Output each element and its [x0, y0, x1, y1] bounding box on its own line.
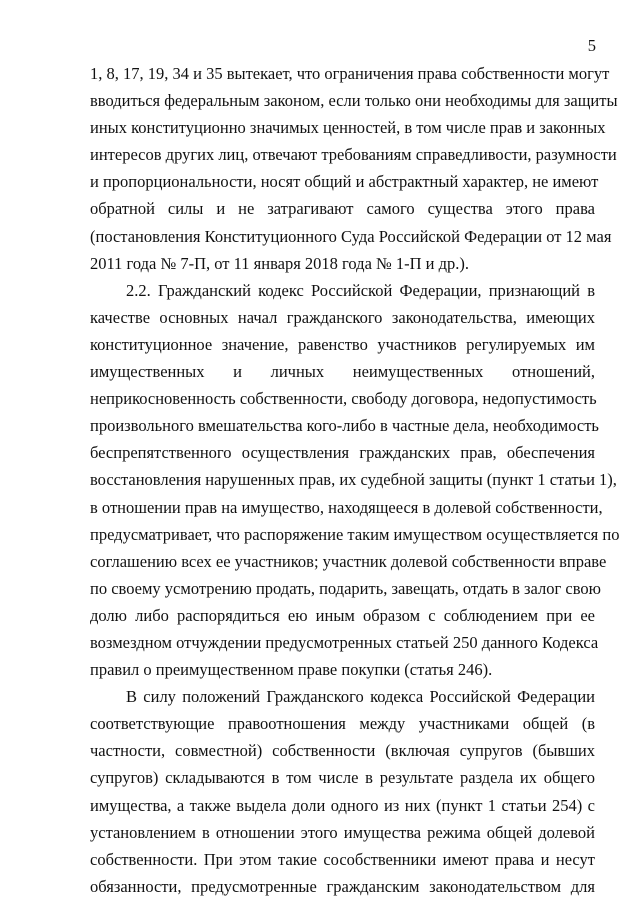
text-line: супругов) складываются в том числе в результате раздела их общего — [90, 768, 595, 788]
paragraph-2 — [90, 277, 620, 683]
text-line: беспрепятственного осуществления гражданских прав, обеспечения — [90, 443, 595, 463]
text-line: по своему усмотрению продать, подарить, завещать, отдать в залог свою — [90, 578, 601, 598]
text-line: 1, 8, 17, 19, 34 и 35 вытекает, что ограничения права собственности могут — [90, 64, 610, 83]
text-line: В силу положений Гражданского кодекса Российской Федерации — [126, 687, 595, 707]
text-line: соответствующие правоотношения между участниками общей (в — [90, 714, 595, 734]
text-line: имущественных и личных неимущественных отношений, — [90, 362, 595, 382]
text-line: собственности. При этом такие сособственники имеют права и несут — [90, 849, 595, 869]
body-text — [90, 60, 620, 900]
text-line: произвольного вмешательства кого-либо в частные дела, необходимость — [90, 416, 599, 436]
paragraph-3 — [90, 683, 595, 900]
text-line: интересов других лиц, отвечают требованиям справедливости, разумности — [90, 145, 617, 165]
text-line: имущества, а также выдела доли одного из них (пункт 1 статьи 254) с — [90, 795, 595, 815]
page-number: 5 — [587, 36, 596, 55]
text-line: правил о преимущественном праве покупки (статья 246). — [90, 660, 493, 680]
text-line: восстановления нарушенных прав, их судебной защиты (пункт 1 статьи 1), — [90, 470, 617, 490]
text-line: вводиться федеральным законом, если только они необходимы для защиты — [90, 91, 618, 111]
text-line: 2.2. Гражданский кодекс Российской Федерации, признающий в — [126, 280, 595, 300]
text-line: обратной силы и не затрагивают самого существа этого права — [90, 199, 595, 219]
text-line: и пропорциональности, носят общий и абстрактный характер, не имеют — [90, 172, 599, 192]
text-line: частности, совместной) собственности (включая супругов (бывших — [90, 741, 595, 761]
text-line: иных конституционно значимых ценностей, в том числе прав и законных — [90, 118, 606, 138]
text-line: долю либо распорядиться ею иным образом с соблюдением при ее — [90, 605, 595, 625]
text-line: предусматривает, что распоряжение таким имуществом осуществляется по — [90, 524, 620, 544]
text-line: соглашению всех ее участников; участник долевой собственности вправе — [90, 551, 607, 571]
text-line: возмездном отчуждении предусмотренных статьей 250 данного Кодекса — [90, 632, 599, 652]
text-line: (постановления Конституционного Суда Российской Федерации от 12 мая — [90, 226, 612, 246]
text-line: обязанности, предусмотренные гражданским законодательством для — [90, 876, 595, 896]
text-line: неприкосновенность собственности, свободу договора, недопустимость — [90, 389, 597, 409]
text-line: качестве основных начал гражданского законодательства, имеющих — [90, 307, 595, 327]
text-line: в отношении прав на имущество, находящееся в долевой собственности, — [90, 497, 603, 517]
text-line: конституционное значение, равенство участников регулируемых им — [90, 334, 595, 354]
text-line: 2011 года № 7-П, от 11 января 2018 года № 1-П и др.). — [90, 253, 470, 273]
text-line: установлением в отношении этого имущества режима общей долевой — [90, 822, 595, 842]
paragraph-1 — [90, 60, 618, 277]
